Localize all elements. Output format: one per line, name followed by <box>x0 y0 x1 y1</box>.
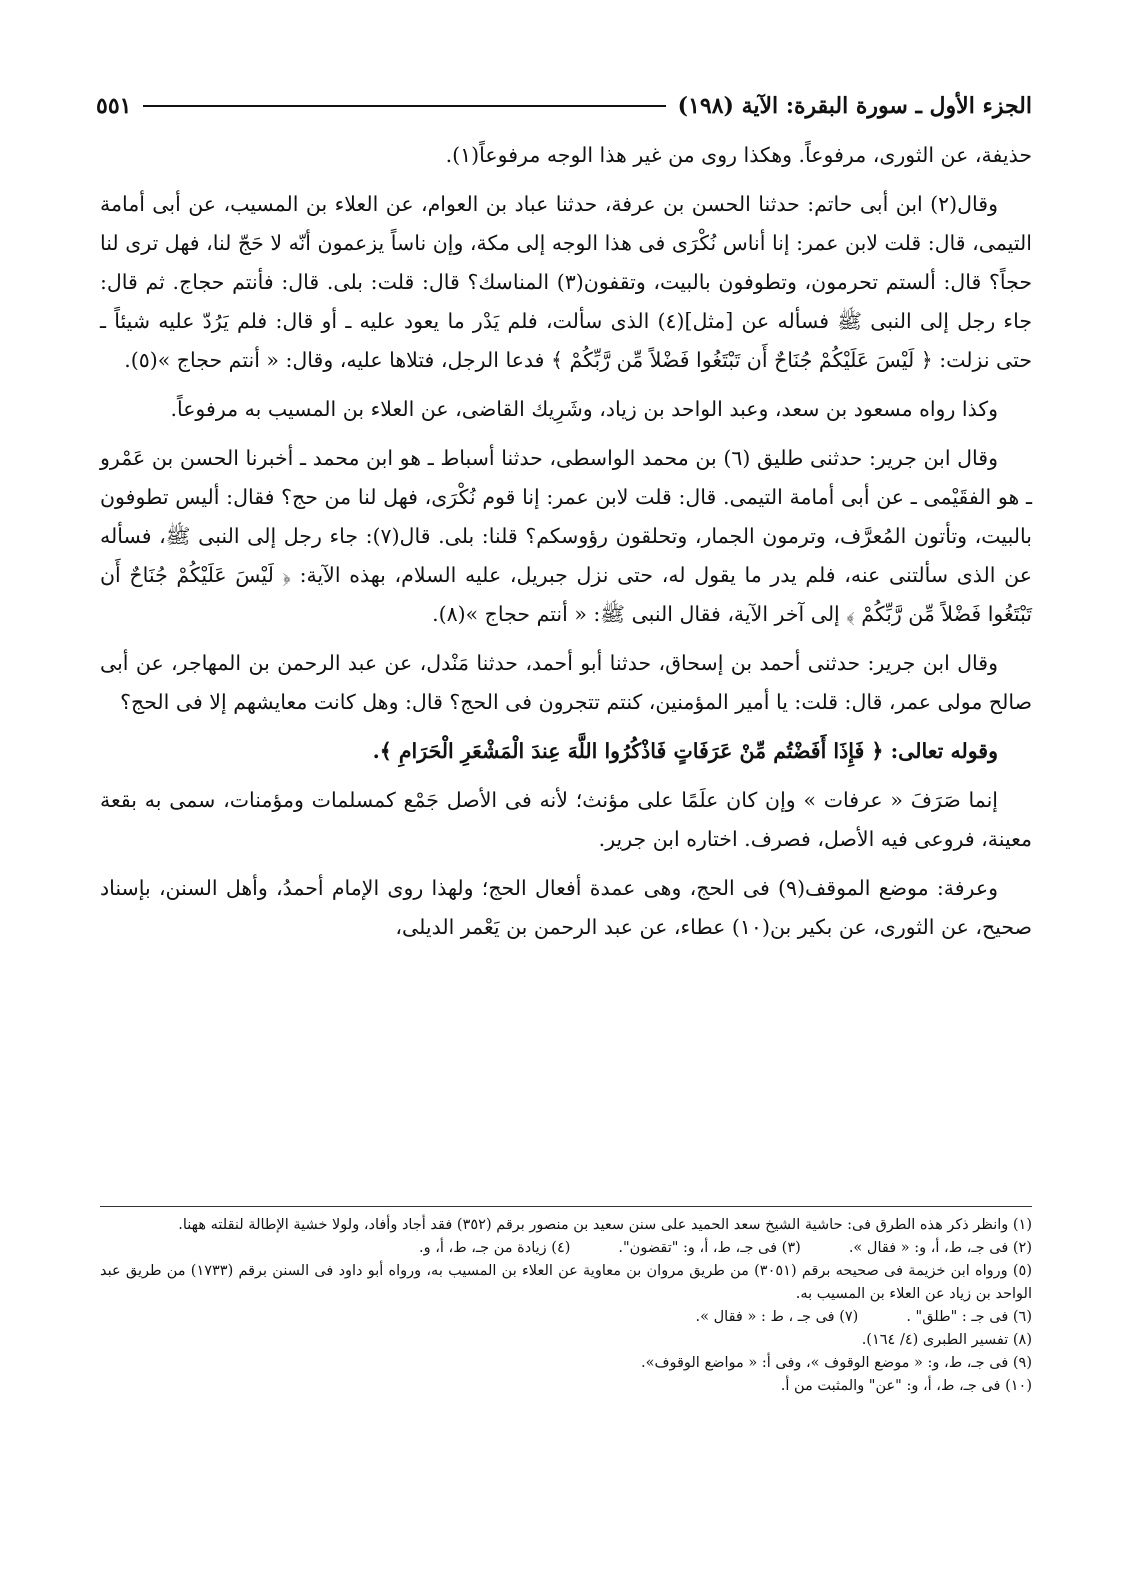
footnote: (٧) فى جـ ، ط : « فقال ». <box>695 1309 859 1325</box>
footnote: (٨) تفسير الطبرى (٤/ ١٦٤). <box>861 1332 1032 1348</box>
footnote: (٣) فى جـ، ط، أ، و: "تقضون". <box>618 1240 801 1256</box>
paragraph: وقال(٢) ابن أبى حاتم: حدثنا الحسن بن عرفة، حدثنا عباد بن العوام، عن العلاء بن المسيب، عن أبى أمامة التيمى، قال: قلت لابن عمر: إنا أناس نُكْرَى فى هذا الوجه إلى مكة، وإن ناساً يزعمون أنّه لا حَجّ لنا، فهل ترى لنا حجاً؟ قال: ألستم تحرمون، وتطوفون بالبيت، وتقفون(٣) المناسك؟ قال: قلت: بلى. قال: فأنتم حجاج. ثم قال: جاء رجل إلى النبى ﷺ فسأله عن [مثل](٤) الذى سألت، فلم يَدْر ما يعود عليه ـ أو قال: فلم يَرُدّ عليه شيئاً ـ حتى نزلت: ﴿ لَيْسَ عَلَيْكُمْ جُنَاحٌ أَن تَبْتَغُوا فَضْلاً مِّن رَّبِّكُمْ ﴾ فدعا الرجل، فتلاها عليه، وقال: « أنتم حجاج »(٥). <box>100 192 1032 372</box>
footnote: (٤) زيادة من جـ، ط، أ، و. <box>419 1240 571 1256</box>
footnote-row <box>100 1237 1032 1260</box>
footnote-divider <box>100 1206 1032 1207</box>
paragraph: إنما صَرَفَ « عرفات » وإن كان علَمًا على مؤنث؛ لأنه فى الأصل جَمْع كمسلمات ومؤمنات، سمى به بقعة معينة، فروعى فيه الأصل، فصرف. اختاره ابن جرير. <box>100 788 1032 851</box>
footnote: (٢) فى جـ، ط، أ، و: « فقال ». <box>848 1240 1032 1256</box>
footnote: (٦) فى جـ : "طلق" . <box>906 1309 1032 1325</box>
footnote-row <box>100 1306 1032 1329</box>
footnote: (١٠) فى جـ، ط، أ، و: "عن" والمثبت من أ. <box>780 1378 1032 1394</box>
main-text <box>100 136 1032 957</box>
header-rule <box>143 105 665 107</box>
paragraph: وعرفة: موضع الموقف(٩) فى الحج، وهى عمدة أفعال الحج؛ ولهذا روى الإمام أحمدُ، وأهل السنن، بإسناد صحيح، عن الثورى، عن بكير بن(١٠) عطاء، عن عبد الرحمن بن يَعْمر الديلى، <box>100 876 1032 939</box>
page-number: ٥٥١ <box>96 93 132 119</box>
footnote: (٥) ورواه ابن خزيمة فى صحيحه برقم (٣٠٥١) من طريق مروان بن معاوية عن العلاء بن المسيب به، ورواه أبو داود فى السنن برقم (١٧٣٣) من طريق عبد الواحد بن زياد عن العلاء بن المسيب به. <box>100 1263 1032 1302</box>
paragraph: حذيفة، عن الثورى، مرفوعاً. وهكذا روى من غير هذا الوجه مرفوعاً(١). <box>445 143 1032 167</box>
page-header <box>96 86 1032 126</box>
paragraph: وكذا رواه مسعود بن سعد، وعبد الواحد بن زياد، وشَرِيك القاضى، عن العلاء بن المسيب به مرفوعاً. <box>170 397 998 421</box>
verse-paragraph: وقوله تعالى: ﴿ فَإِذَا أَفَضْتُم مِّنْ عَرَفَاتٍ فَاذْكُرُوا اللَّهَ عِندَ الْمَشْعَرِ الْحَرَامِ ﴾. <box>372 739 998 763</box>
footnotes <box>100 1214 1032 1398</box>
footnote: (٩) فى جـ، ط، و: « موضع الوقوف »، وفى أ: « مواضع الوقوف». <box>640 1355 1032 1371</box>
paragraph: وقال ابن جرير: حدثنى أحمد بن إسحاق، حدثنا أبو أحمد، حدثنا مَنْدل، عن عبد الرحمن بن المهاجر، عن أبى صالح مولى عمر، قال: قلت: يا أمير المؤمنين، كنتم تتجرون فى الحج؟ قال: وهل كانت معايشهم إلا فى الحج؟ <box>100 651 1032 714</box>
footnote: (١) وانظر ذكر هذه الطرق فى: حاشية الشيخ سعد الحميد على سنن سعيد بن منصور برقم (٣٥٢) فقد أجاد وأفاد، ولولا خشية الإطالة لنقلته ههنا. <box>178 1217 1032 1233</box>
running-title: الجزء الأول ـ سورة البقرة: الآية (١٩٨) <box>677 93 1032 119</box>
paragraph: وقال ابن جرير: حدثنى طليق (٦) بن محمد الواسطى، حدثنا أسباط ـ هو ابن محمد ـ أخبرنا الحسن بن عَمْرو ـ هو الفقَيْمى ـ عن أبى أمامة التيمى. قال: قلت لابن عمر: إنا قوم نُكْرَى، فهل لنا من حج؟ فقال: أليس تطوفون بالبيت، وتأتون المُعرَّف، وترمون الجمار، وتحلقون رؤوسكم؟ قلنا: بلى. قال(٧): جاء رجل إلى النبى ﷺ، فسأله عن الذى سألتنى عنه، فلم يدر ما يقول له، حتى نزل جبريل، عليه السلام، بهذه الآية: ﴿ لَيْسَ عَلَيْكُمْ جُنَاحٌ أَن تَبْتَغُوا فَضْلاً مِّن رَّبِّكُمْ ﴾ إلى آخر الآية، فقال النبى ﷺ: « أنتم حجاج »(٨). <box>100 446 1032 626</box>
